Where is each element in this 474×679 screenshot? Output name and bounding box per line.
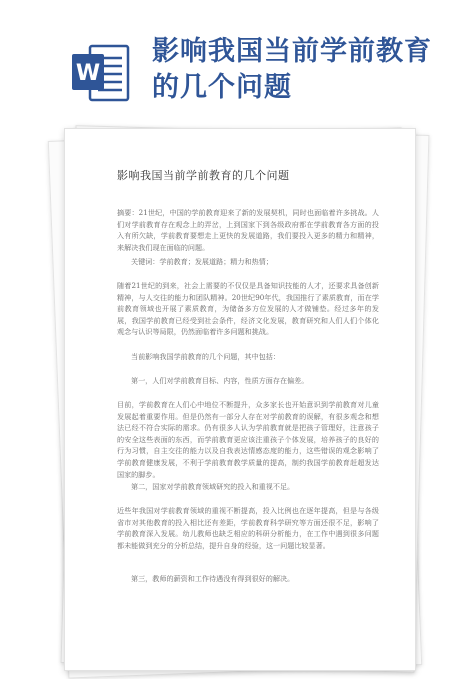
issues-intro-paragraph: 当前影响我国学前教育的几个问题，其中包括：: [131, 352, 280, 361]
banner: [0, 0, 474, 140]
document-page: [64, 128, 416, 671]
abstract-paragraph: 摘要：21世纪，中国的学前教育迎来了新的发展契机，同时也面临着许多挑战。人们对学前教育存在观念上的弄岔，上到国家下到各级政府都在学前教育各方面的投入有所欠缺，学前教育要想走上更快的发展道路，我们要投入更多的精力和精神，来解决我们现在面临的问题。: [117, 208, 379, 252]
banner-title: 影响我国当前学前教育的几个问题: [152, 36, 432, 103]
issue-two-heading: 第二，国家对学前教育领域研究的投入和重视不足。: [131, 482, 295, 491]
issue-one-heading: 第一，人们对学前教育目标、内容，性质方面存在偏差。: [131, 376, 309, 385]
issue-three-heading: 第三，教师的薪资和工作待遇没有得到很好的解决。: [131, 574, 295, 583]
document-preview: [64, 128, 420, 669]
document-title: 影响我国当前学前教育的几个问题: [117, 169, 290, 182]
keywords-paragraph: 关键词：学前教育；发展道路；精力和热情；: [131, 257, 273, 266]
word-icon-letter: W: [75, 61, 101, 86]
intro-paragraph: 随着21世纪的到来，社会上需要的不仅仅是具备知识技能的人才，还要求具备创新精神，与人交往的能力和团队精神。20世纪90年代，我国推行了素质教育，而在学前教育领域也开展了素质教育，为储备多方位发展的人才做铺垫。经过多年的发展，我国学前教育已经受到社会条件，经济文化发展，教育研究和人们人们个体化观念与认识等局限，仍然面临着许多问题和挑战。: [117, 281, 379, 337]
word-doc-icon: [70, 42, 132, 104]
issue-two-paragraph: 近些年我国对学前教育领域的重视不断提高，投入比例也在逐年提高，但是与各级省市对其他教育的投入相比还有差距，学前教育科学研究等方面还很不足，影响了学前教育深入发展。幼儿教师也缺乏相应的科研分析能力，在工作中遇到很多问题都未能做到充分的分析总结，提升自身的经验，这一问题比较显著。: [117, 506, 379, 550]
issue-one-paragraph: 目前，学前教育在人们心中地位不断提升，众多家长也开始意识到学前教育对儿童发展起着重要作用。但是仍然有一部分人存在对学前教育的误解，有很多观念和想法已经不符合实际的需求。仍有很多人认为学前教育就是把孩子管理好，注意孩子的安全这些表面的东西，而学前教育更应该注重孩子个体发展，培养孩子的良好的行为习惯，自主交往的能力以及自我表达情感态度的能力，这些错误的观念影响了学前教育健康发展，不利于学前教育教学质量的提高，制约我国学前教育赶超发达国家的脚步。: [117, 400, 379, 479]
